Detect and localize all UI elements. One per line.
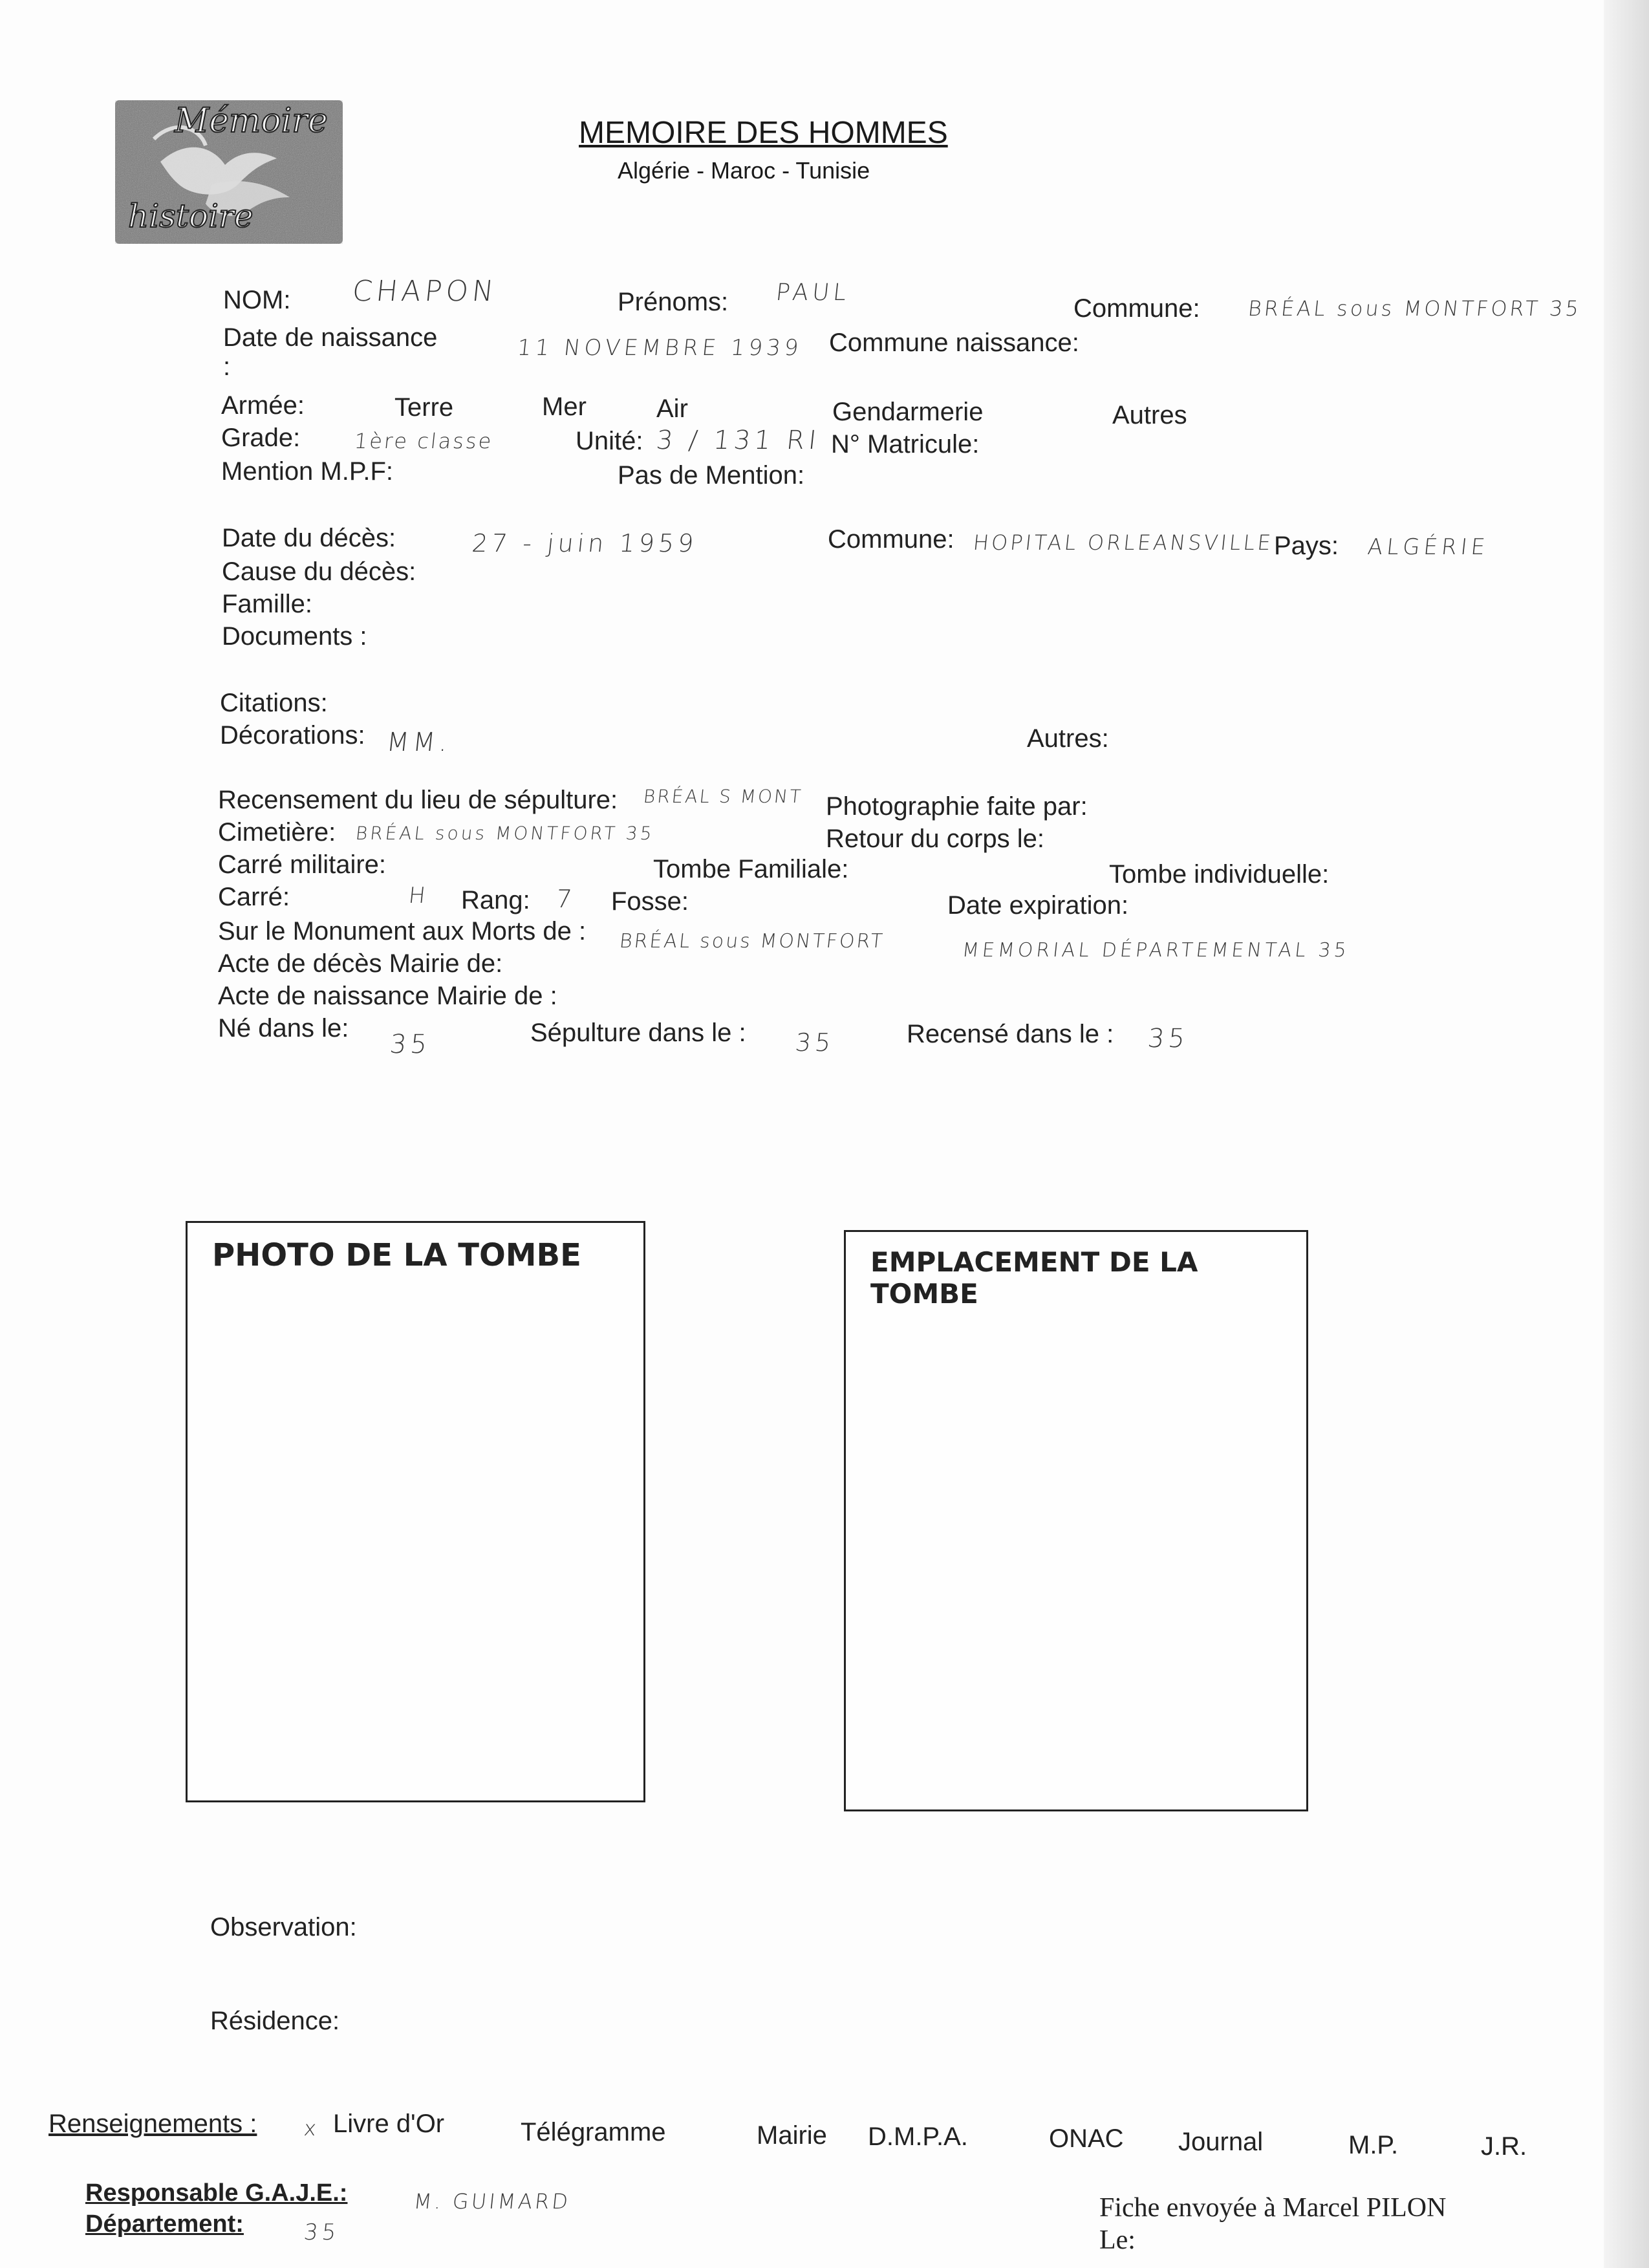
decorations-label: Décorations: (220, 721, 365, 750)
emplacement-tombe-box (844, 1230, 1308, 1811)
renseignement-mp: M.P. (1348, 2131, 1399, 2159)
memoire-histoire-logo (115, 100, 343, 244)
date-naissance-label: Date de naissance (223, 323, 438, 352)
ne-dans-value: 35 (388, 1030, 433, 1059)
recensement-label: Recensement du lieu de sépulture: (218, 786, 618, 814)
date-deces-label: Date du décès: (222, 524, 396, 552)
pays-label: Pays: (1274, 532, 1339, 560)
date-expiration-label: Date expiration: (947, 891, 1129, 920)
matricule-label: N° Matricule: (831, 430, 980, 459)
cimetiere-label: Cimetière: (218, 818, 336, 847)
nom-value: CHAPON (350, 275, 499, 308)
recensement-value: BRÉAL S MONT (642, 786, 804, 807)
responsable-label: Responsable G.A.J.E.: (85, 2179, 348, 2207)
recense-dans-value: 35 (1146, 1024, 1191, 1053)
commune-value: BRÉAL sous MONTFORT 35 (1247, 296, 1582, 321)
recense-dans-label: Recensé dans le : (907, 1020, 1114, 1048)
pays-value: ALGÉRIE (1366, 534, 1491, 560)
date-naissance-colon: : (223, 352, 231, 381)
page-subtitle: Algérie - Maroc - Tunisie (618, 157, 870, 184)
nom-label: NOM: (223, 286, 291, 314)
prenoms-label: Prénoms: (618, 288, 729, 316)
ne-dans-label: Né dans le: (218, 1014, 349, 1042)
renseignement-jr: J.R. (1481, 2132, 1527, 2161)
observation-label: Observation: (210, 1913, 357, 1941)
carre-militaire-label: Carré militaire: (218, 850, 387, 879)
photographie-label: Photographie faite par: (826, 792, 1088, 821)
grade-value: 1ère classe (353, 429, 495, 453)
unite-value: 3 / 131 RI (654, 426, 822, 455)
logo-bottom-text: histoire (128, 197, 253, 235)
date-deces-value: 27 - juin 1959 (470, 529, 699, 557)
armee-option-mer: Mer (542, 393, 587, 421)
scan-page-edge (1604, 0, 1649, 2268)
armee-label: Armée: (221, 391, 305, 420)
acte-deces-label: Acte de décès Mairie de: (218, 949, 503, 978)
decorations-value: MM. (385, 728, 453, 757)
rang-value: 7 (554, 885, 577, 913)
grade-label: Grade: (221, 424, 301, 452)
page-title: MEMOIRE DES HOMMES (579, 116, 948, 150)
renseignements-label: Renseignements : (48, 2110, 257, 2138)
renseignements-check-mark: x (303, 2116, 321, 2141)
departement-label: Département: (85, 2210, 244, 2238)
retour-corps-label: Retour du corps le: (826, 825, 1044, 853)
carre-label: Carré: (218, 883, 290, 911)
renseignement-mairie: Mairie (757, 2121, 827, 2150)
cause-deces-label: Cause du décès: (222, 557, 416, 586)
fiche-envoyee-label: Fiche envoyée à Marcel PILON (1099, 2193, 1447, 2223)
renseignement-dmpa: D.M.P.A. (868, 2122, 968, 2151)
commune-label: Commune: (1073, 294, 1200, 323)
commune-naissance-label: Commune naissance: (829, 329, 1079, 357)
armee-option-autres: Autres (1112, 401, 1187, 429)
armee-option-air: Air (656, 394, 688, 423)
carre-value: H (407, 883, 431, 909)
commune-deces-value: HOPITAL ORLEANSVILLE (972, 530, 1275, 555)
famille-label: Famille: (222, 590, 313, 618)
prenoms-value: PAUL (774, 279, 852, 306)
sepulture-dans-value: 35 (793, 1028, 836, 1057)
documents-label: Documents : (222, 622, 367, 651)
departement-value: 35 (302, 2219, 341, 2245)
acte-naissance-label: Acte de naissance Mairie de : (218, 982, 557, 1010)
emplacement-tombe-title: EMPLACEMENT DE LA TOMBE (870, 1246, 1198, 1310)
renseignement-telegramme: Télégramme (521, 2118, 666, 2146)
pas-de-mention-label: Pas de Mention: (618, 461, 805, 490)
unite-label: Unité: (576, 427, 643, 455)
responsable-value: M. GUIMARD (413, 2189, 572, 2214)
monument-label: Sur le Monument aux Morts de : (218, 917, 587, 945)
commune-deces-label: Commune: (828, 525, 954, 554)
renseignement-journal: Journal (1178, 2128, 1264, 2156)
monument-value: BRÉAL sous MONTFORT (618, 930, 886, 953)
armee-option-terre: Terre (394, 393, 454, 422)
renseignement-onac: ONAC (1049, 2124, 1124, 2153)
photo-tombe-box (186, 1221, 645, 1802)
rang-label: Rang: (461, 886, 530, 914)
photo-tombe-title: PHOTO DE LA TOMBE (212, 1237, 581, 1273)
autres-label: Autres: (1027, 724, 1109, 753)
sepulture-dans-label: Sépulture dans le : (530, 1019, 746, 1047)
renseignement-livre-dor: Livre d'Or (333, 2110, 445, 2138)
tombe-familiale-label: Tombe Familiale: (653, 855, 849, 883)
mention-mpf-label: Mention M.P.F: (221, 457, 394, 486)
logo-top-text: Mémoire (175, 102, 328, 140)
citations-label: Citations: (220, 689, 328, 717)
fosse-label: Fosse: (611, 887, 689, 916)
fiche-le-label: Le: (1099, 2225, 1136, 2255)
tombe-individuelle-label: Tombe individuelle: (1109, 860, 1330, 889)
armee-option-gendarmerie: Gendarmerie (832, 398, 984, 426)
date-naissance-value: 11 NOVEMBRE 1939 (515, 335, 804, 361)
residence-label: Résidence: (210, 2007, 340, 2035)
monument-value-2: MEMORIAL DÉPARTEMENTAL 35 (961, 939, 1351, 962)
cimetiere-value: BRÉAL sous MONTFORT 35 (354, 823, 656, 844)
